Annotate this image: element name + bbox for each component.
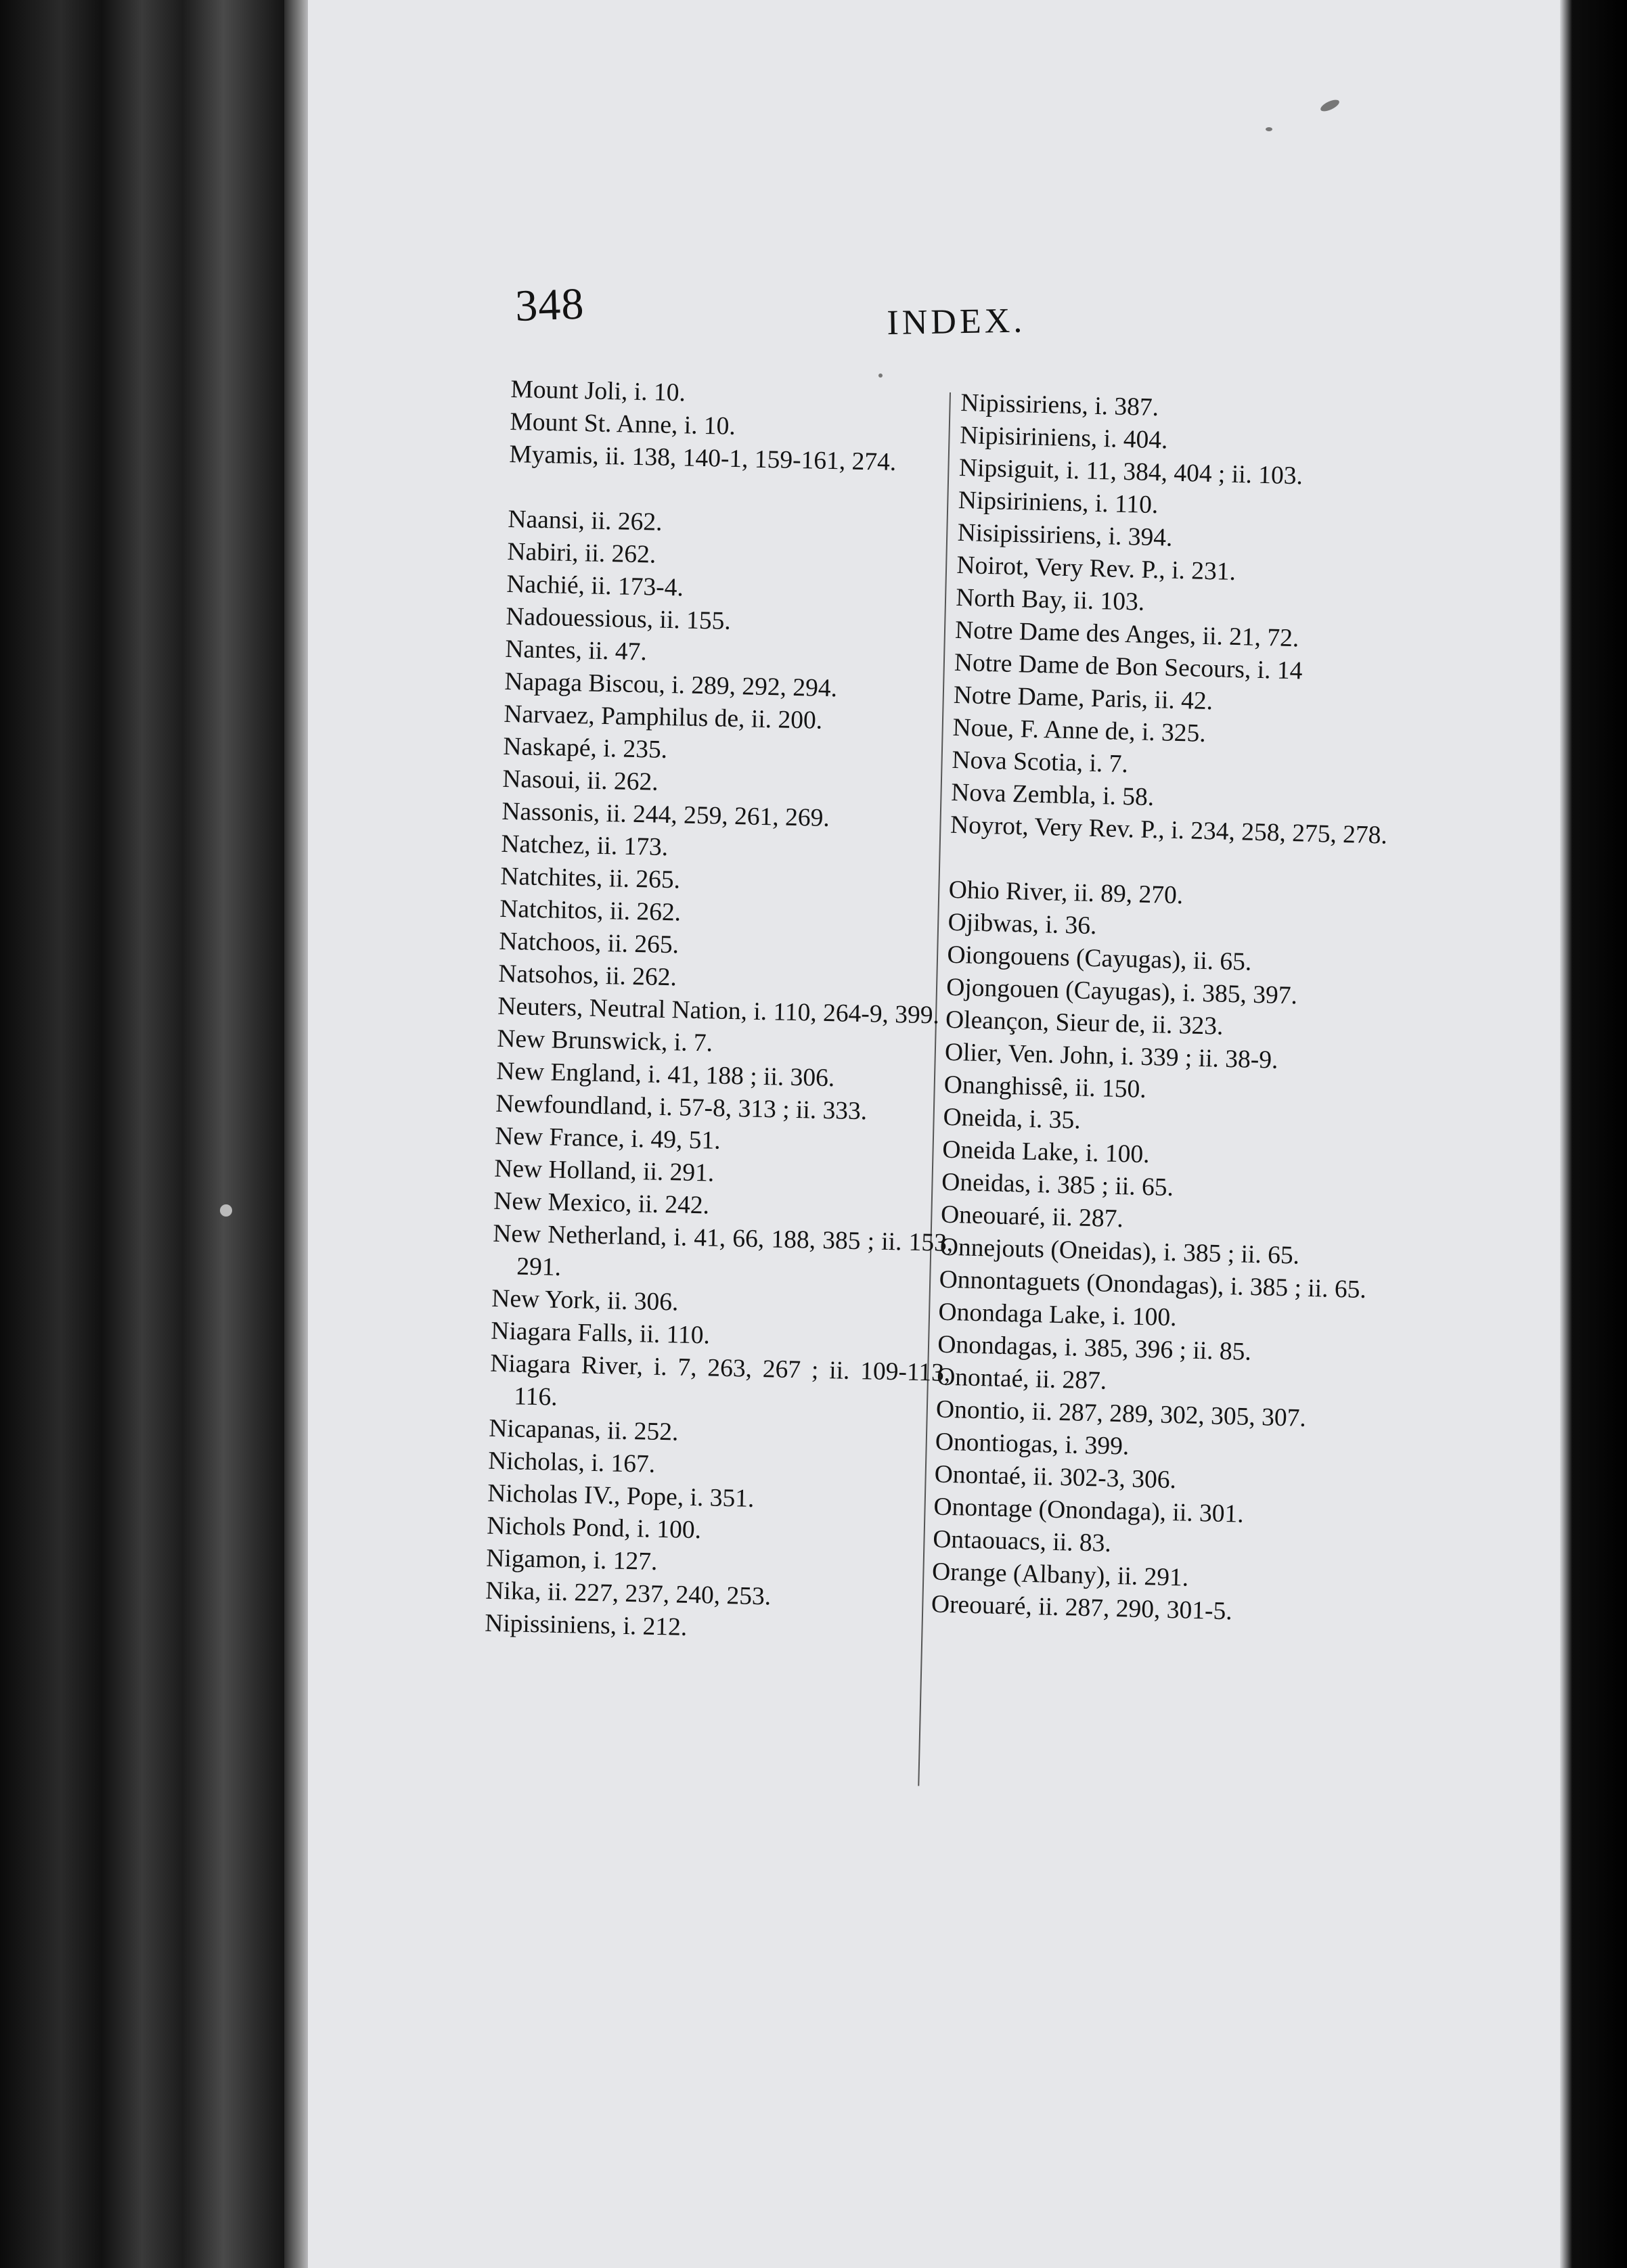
index-entry: Nipissiniens, i. 212. [484, 1609, 688, 1641]
index-entry: Onontaé, ii. 287. [936, 1363, 1107, 1395]
paper-speck [220, 1204, 232, 1217]
index-entry: North Bay, ii. 103. [955, 583, 1145, 616]
index-entry: Oleançon, Sieur de, ii. 323. [945, 1005, 1224, 1041]
index-entry: Nichols Pond, i. 100. [486, 1512, 702, 1545]
index-entry: Onontiogas, i. 399. [935, 1428, 1130, 1461]
index-entry: Naansi, ii. 262. [508, 505, 663, 537]
index-entry: Onondaga Lake, i. 100. [938, 1298, 1177, 1332]
index-entry: Nisipissiriens, i. 394. [957, 518, 1173, 552]
index-entry: Ontaouacs, ii. 83. [932, 1525, 1112, 1558]
index-entry: Notre Dame de Bon Secours, i. 14 [954, 648, 1303, 685]
index-column-right [931, 387, 1421, 1632]
index-entry: Nigamon, i. 127. [485, 1544, 658, 1576]
index-entry: Nika, ii. 227, 237, 240, 253. [485, 1577, 772, 1611]
index-entry: New York, ii. 306. [491, 1284, 679, 1317]
index-entry: Myamis, ii. 138, 140-1, 159-161, 274. [509, 440, 897, 476]
index-entry: Onnontaguets (Onondagas), i. 385 ; ii. 65. [939, 1265, 1367, 1305]
index-entry: Nova Zembla, i. 58. [950, 778, 1155, 812]
index-entry: Oreouaré, ii. 287, 290, 301-5. [931, 1590, 1233, 1626]
index-entry: Nadouessious, ii. 155. [506, 602, 732, 635]
index-entry: Natchez, ii. 173. [501, 830, 669, 862]
index-entry: Olier, Ven. John, i. 339 ; ii. 38-9. [944, 1038, 1278, 1074]
index-entry: Nipissiriens, i. 387. [960, 388, 1159, 422]
index-entry: Nantes, ii. 47. [505, 635, 648, 666]
index-column-left [485, 373, 971, 1650]
page-gutter-shadow [284, 0, 311, 2268]
index-entry: Noirot, Very Rev. P., i. 231. [956, 551, 1236, 586]
index-entry: Nicholas, i. 167. [487, 1447, 656, 1478]
index-entry: New England, i. 41, 188 ; ii. 306. [495, 1057, 835, 1093]
index-entry: New Mexico, ii. 242. [493, 1187, 710, 1220]
index-entry: Napaga Biscou, i. 289, 292, 294. [504, 667, 838, 703]
next-page-edge [1560, 0, 1627, 2268]
index-entry: Niagara River, i. 7, 263, 267 ; ii. 109-113, 116. [489, 1349, 951, 1411]
page-number: 348 [514, 279, 585, 331]
book-spine [0, 0, 284, 2268]
index-entry: Newfoundland, i. 57-8, 313 ; ii. 333. [495, 1089, 868, 1126]
index-entry: Nipsiguit, i. 11, 384, 404 ; ii. 103. [958, 453, 1303, 491]
index-entry: Nabiri, ii. 262. [507, 537, 656, 569]
index-entry: Nasoui, ii. 262. [502, 765, 659, 796]
index-entry: Oneouaré, ii. 287. [940, 1200, 1124, 1233]
index-entry: New France, i. 49, 51. [494, 1122, 721, 1155]
index-entry: Nova Scotia, i. 7. [952, 746, 1129, 779]
index-entry: Orange (Albany), ii. 291. [931, 1558, 1189, 1592]
index-entry: Neuters, Neutral Nation, i. 110, 264-9, 399. [497, 992, 940, 1030]
index-entry: Mount St. Anne, i. 10. [510, 407, 736, 440]
index-entry: Naskapé, i. 235. [503, 732, 668, 764]
index-entry: Nassonis, ii. 244, 259, 261, 269. [502, 797, 830, 832]
index-entry: Notre Dame des Anges, ii. 21, 72. [954, 616, 1299, 653]
index-entry: Natsohos, ii. 262. [497, 959, 677, 992]
index-entry: Onontaé, ii. 302-3, 306. [934, 1460, 1177, 1495]
paper-speck [878, 373, 883, 378]
index-entry: Nipsiriniens, i. 110. [958, 486, 1159, 520]
index-entry: Oneidas, i. 385 ; ii. 65. [941, 1168, 1174, 1202]
index-entry: New Netherland, i. 41, 66, 188, 385 ; ii. 153, 291. [492, 1219, 954, 1282]
index-entry: Noue, F. Anne de, i. 325. [952, 713, 1207, 748]
index-entry: Narvaez, Pamphilus de, ii. 200. [504, 700, 823, 735]
index-entry: Natchoos, ii. 265. [498, 927, 679, 959]
index-entry: Nipisiriniens, i. 404. [959, 421, 1168, 455]
index-entry: Oneida Lake, i. 100. [941, 1135, 1151, 1169]
index-entry: Onontage (Onondaga), ii. 301. [933, 1493, 1245, 1528]
index-entry: Ohio River, ii. 89, 270. [948, 876, 1184, 910]
index-entry: Onontio, ii. 287, 289, 302, 305, 307. [935, 1395, 1307, 1432]
index-entry: Niagara Falls, ii. 110. [490, 1317, 711, 1350]
index-entry: New Brunswick, i. 7. [496, 1024, 713, 1058]
index-entry: Onnejouts (Oneidas), i. 385 ; ii. 65. [939, 1233, 1300, 1270]
index-entry: Natchitos, ii. 262. [499, 894, 682, 927]
index-entry: New Holland, ii. 291. [493, 1154, 715, 1187]
index-entry: Mount Joli, i. 10. [510, 375, 686, 407]
index-entry: Oneida, i. 35. [943, 1103, 1082, 1135]
index-entry: Nachié, ii. 173-4. [506, 570, 684, 602]
index-entry: Notre Dame, Paris, ii. 42. [953, 681, 1213, 716]
index-entry: Onondagas, i. 385, 396 ; ii. 85. [937, 1330, 1252, 1366]
index-entry: Nicholas IV., Pope, i. 351. [487, 1479, 755, 1513]
index-entry: Noyrot, Very Rev. P., i. 234, 258, 275, 278. [950, 811, 1388, 850]
index-entry: Nicapanas, ii. 252. [488, 1414, 679, 1447]
index-entry: Oiongouens (Cayugas), ii. 65. [946, 940, 1252, 976]
index-entry: Ojongouen (Cayugas), i. 385, 397. [945, 973, 1298, 1010]
index-entry: Onanghissê, ii. 150. [943, 1070, 1147, 1104]
paper-speck [1266, 127, 1272, 131]
running-head: INDEX. [887, 301, 1026, 342]
index-entry: Ojibwas, i. 36. [948, 908, 1097, 940]
index-entry: Natchites, ii. 265. [500, 862, 681, 894]
